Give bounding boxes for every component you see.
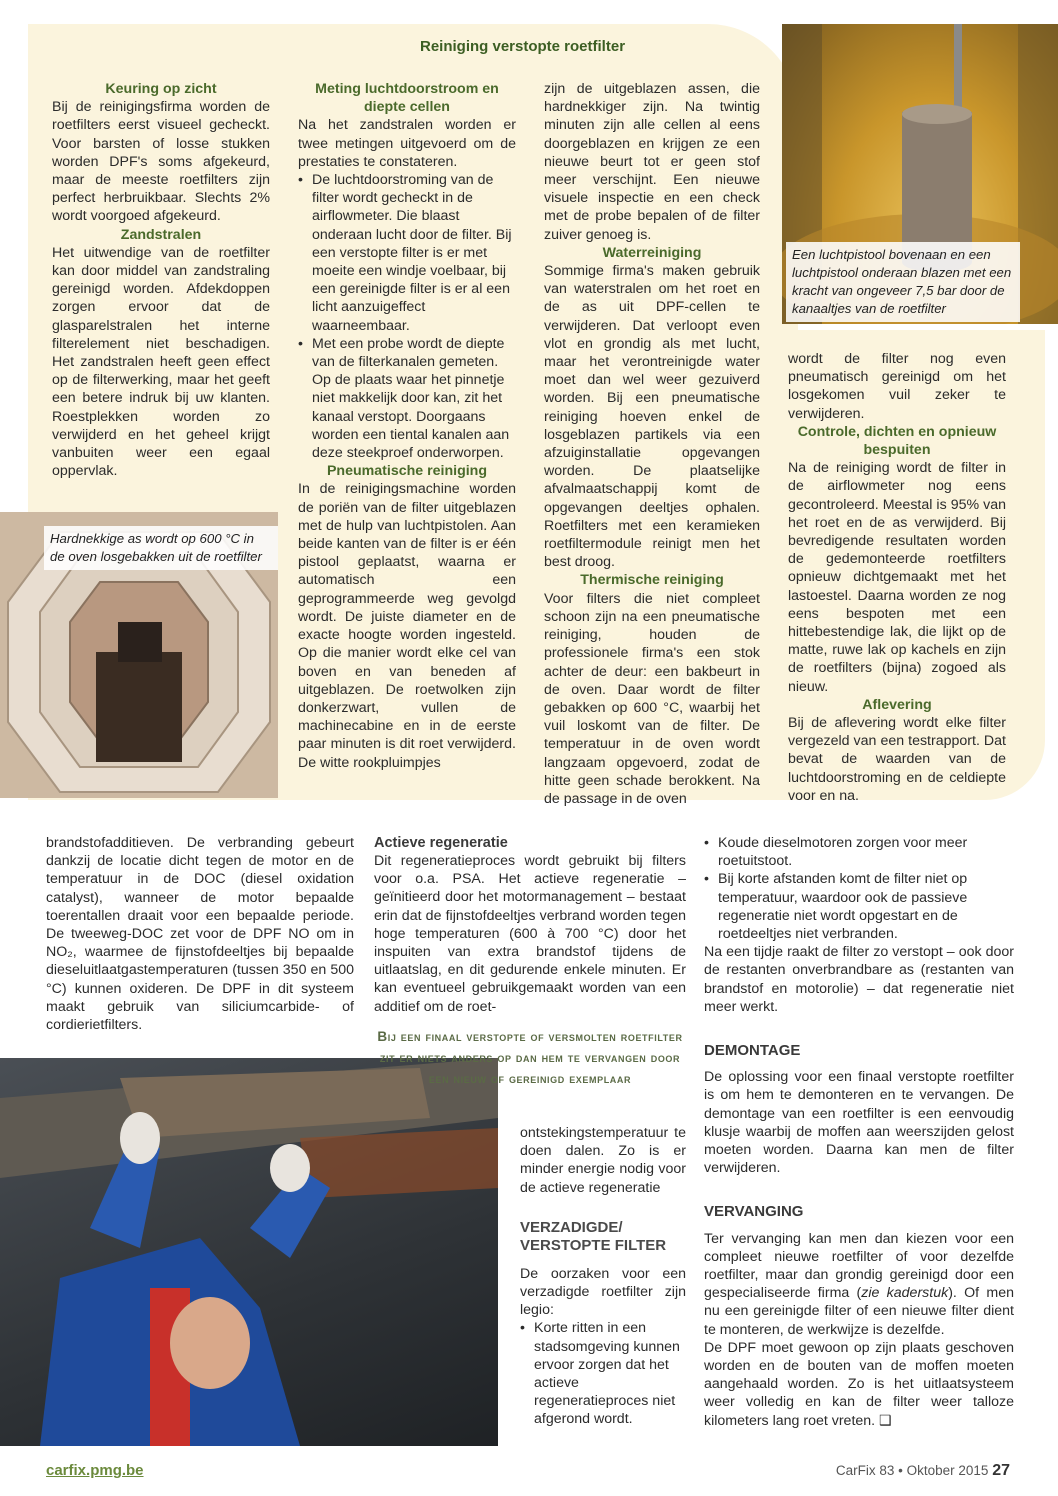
heading-aflevering: Aflevering <box>862 696 932 713</box>
paragraph: Na een tijdje raakt de filter zo verstopt – ook door de restanten onverbrandbare as (restanten van brandstof en motorolie) – dat regeneratie niet meer werkt. <box>704 944 1014 1015</box>
paragraph: Voor filters die niet compleet schoon zijn na een pneumatische reiniging, houden de professionele firma's een stok achter de deur: een bakbeurt in de oven. Daar wordt de filter gebakken op 600 °C, waarbij het vuil loskomt van de filter. De temperatuur in de oven wordt langzaam opgevoerd, zodat de hitte geen schade berokkent. Na de passage in de oven <box>544 590 760 807</box>
paragraph: ontstekingstemperatuur te doen dalen. Zo is er minder energie nodig voor de actieve regeneratie <box>520 1125 686 1196</box>
paragraph: wordt de filter nog even pneumatisch gereinigd om het losgekomen vuil zeker te verwijderen. <box>788 351 1006 422</box>
paragraph: De oplossing voor een finaal verstopte roetfilter is om hem te demonteren en te vervangen. De demontage van een roetfilter is een eenvoudig klusje waarbij de moffen aan weerszijden gelost moeten worden. Daarna kan men de filter verwijderen. <box>704 1069 1014 1177</box>
heading-thermische: Thermische reiniging <box>580 572 724 589</box>
paragraph: Na het zandstralen worden er twee metingen uitgevoerd om de prestaties te constateren. <box>298 117 516 170</box>
heading-pneumatische: Pneumatische reiniging <box>326 463 488 480</box>
pull-quote: Bij een finaal verstopte of versmolten roetfilter zit er niets anders op dan hem te vervangen door een nieuw of gereinigd exemplaar <box>377 1029 683 1086</box>
heading-vervanging: VERVANGING <box>704 1203 804 1221</box>
text-italic: zie kaderstuk <box>861 1285 949 1302</box>
photo-mechanic <box>0 1058 498 1446</box>
paragraph: zijn de uitgeblazen assen, die hardnekkiger zijn. Na twintig minuten zijn alle cellen al eens doorgeblazen en krijgen ze een nieuwe beurt tot er geen stof meer verschijnt. Een nieuwe visuele inspectie en een check met de probe bepalen of de filter zuiver genoeg is. <box>544 81 760 243</box>
caption-oven: Hardnekkige as wordt op 600 °C in de oven losgebakken uit de roetfilter <box>44 526 278 570</box>
bullet-list <box>520 1319 686 1428</box>
paragraph <box>704 1230 1014 1339</box>
paragraph: brandstofadditieven. De verbranding gebeurt dankzij de locatie dicht tegen de motor en de temperatuur in de DOC (diesel oxidation catalyst), wanneer de motor bepaalde toerentallen draait voor een bepaalde periode. De tweeweg-DOC zet voor de DPF NO om in NO₂, waarmee de fijnstofdeeltjes bij bepaalde dieseluitlaatgastemperaturen (tussen 350 en 500 °C) kunnen oxideren. De DPF in dit systeem maakt gebruik van siliciumcarbide- of cordierietfilters. <box>46 835 354 1034</box>
bullet-list <box>298 171 516 462</box>
text: ). Of men nu een gereinigde filter of een nieuwe filter dient te monteren, de werkwijze is dezelfde. <box>704 1285 1014 1338</box>
text: Ter vervanging kan men dan kiezen voor een compleet nieuwe roetfilter of voor dezelfde roetfilter, maar dan grondig gereinigd door een gespecialiseerde firma ( <box>704 1230 1014 1302</box>
footer-issue <box>836 1462 1010 1480</box>
paragraph: De oorzaken voor een verzadigde roetfilter zijn legio: <box>520 1265 686 1319</box>
heading-actieve-regeneratie: Actieve regeneratie <box>374 835 508 851</box>
paragraph: Het uitwendige van de roetfilter kan door middel van zandstraling gereinigd worden. Afdekdoppen zorgen ervoor dat de glasparelstralen het interne filterelement niet beschadigen. Het zandstralen heeft geen effect op de filterwerking, maar het geeft een betere indruk bij uw klanten. Roestplekken worden zo verwijderd en het geheel krijgt vanbuiten weer een egaal oppervlak. <box>52 244 270 480</box>
heading-controle: Controle, dichten en opnieuw bespuiten <box>797 423 997 459</box>
paragraph: Bij de aflevering wordt elke filter vergezeld van een testrapport. Dat bevat de waarden van de luchtdoorstroming en de celdiepte voor en na. <box>788 715 1006 804</box>
footer-website-link[interactable]: carfix.pmg.be <box>46 1462 144 1479</box>
box-column-1 <box>52 80 270 480</box>
heading-demontage: DEMONTAGE <box>704 1042 801 1060</box>
page-number: 27 <box>992 1462 1010 1479</box>
list-item: • Koude dieselmotoren zorgen voor meer roetuitstoot. <box>704 834 1014 870</box>
paragraph: In de reinigingsmachine worden de poriën van de filter uitgeblazen met de hulp van luchtpistolen. Aan beide kanten van de filter is er één pistool geplaatst, waarna er automatisch een geprogrammeerde weg gevolgd wordt. De juiste diameter en de exacte hoogte worden ingesteld. Op die manier wordt elke cel van boven en van beneden af uitgeblazen. De roetwolken zijn donkerzwart, vullen de machinecabine en in de eerste paar minuten is dit roet verwijderd. De witte rookpluimpjes <box>298 481 516 771</box>
heading-keuring: Keuring op zicht <box>105 81 217 97</box>
list-item: • De luchtdoorstroming van de filter wordt gecheckt in de airflowmeter. Die blaast onderaan lucht door de filter. Bij een verstopte filter is er met moeite een windje voelbaar, bij een gereinigde filter is er al een licht aanzuigeffect waarneembaar. <box>298 171 516 335</box>
heading-waterreiniging: Waterreiniging <box>602 244 702 261</box>
issue-text: CarFix 83 • Oktober 2015 <box>835 1463 989 1478</box>
list-item: • Korte ritten in een stadsomgeving kunnen ervoor zorgen dat het actieve regeneratieproces niet afgerond wordt. <box>520 1319 686 1428</box>
caption-air-pistol: Een luchtpistool bovenaan en een luchtpistool onderaan blazen met een kracht van ongeveer 7,5 bar door de kanaaltjes van de roetfilter <box>786 242 1020 322</box>
heading-zandstralen: Zandstralen <box>120 226 202 243</box>
box-column-3 <box>544 80 760 808</box>
box-title: Reiniging verstopte roetfilter <box>420 38 626 55</box>
article-column-middle <box>374 834 686 1016</box>
article-column-right <box>704 834 1014 1430</box>
paragraph: Bij de reinigingsfirma worden de roetfilters eerst visueel gecheckt. Voor barsten of losse stukken worden DPF's soms afgekeurd, maar de meeste roetfilters zijn perfect herbruikbaar. Slechts 2% wordt voorgoed afgekeurd. <box>52 99 270 225</box>
list-item: • Met een probe wordt de diepte van de filterkanalen gemeten. Op de plaats waar het pinnetje niet makkelijk door kan, zit het kanaal verstopt. Doorgaans worden een tiental kanalen aan deze steekproef onderworpen. <box>298 335 516 462</box>
heading-verzadigde-filter: VERZADIGDE/ VERSTOPTE FILTER <box>520 1218 667 1254</box>
bullet-list <box>704 834 1014 943</box>
box-column-4 <box>788 350 1006 805</box>
box-column-2 <box>298 80 516 772</box>
article-column-left <box>46 834 354 1034</box>
list-item: • Bij korte afstanden komt de filter niet op temperatuur, waardoor ook de passieve regeneratie niet wordt opgestart en de roetdeeltjes niet verbranden. <box>704 870 1014 943</box>
paragraph: De DPF moet gewoon op zijn plaats geschoven worden en de bouten van de moffen moeten aangehaald worden. Zo is het uitlaatsysteem weer volledig en kan de filter weer talloze kilometers lang roet vreten. ❑ <box>704 1339 1014 1429</box>
paragraph: Sommige firma's maken gebruik van waterstralen om het roet en de as uit DPF-cellen te verwijderen. Dat verloopt even vlot en grondig als met lucht, maar het verontreinigde water moet dan wel weer gezuiverd worden. Bij een pneumatische reiniging hoeven enkel de losgeblazen partikels via een afzuiginstallatie opgevangen worden. De plaatselijke afvalmaatschappij komt de opgevangen deeltjes ophalen. Roetfilters met een keramieken roetfiltermodule reinigt men het best droog. <box>544 263 760 571</box>
paragraph: Dit regeneratieproces wordt gebruikt bij filters voor o.a. PSA. Het actieve regeneratie – geïnitieerd door het motormanagement – bestaat erin dat de fijnstofdeeltjes verbrand worden tegen hoge temperaturen (600 à 700 °C) door het inspuiten van extra brandstof tijdens de uitlaatslag, en dit gedurende enkele minuten. Er kan eventueel gebruikgemaakt worden van een additief om de roet- <box>374 853 686 1015</box>
paragraph: Na de reiniging wordt de filter in de airflowmeter nog eens gecontroleerd. Meestal is 95% van het roet en de as verwijderd. Bij bevredigende resultaten worden de gedemonteerde roetfilters opnieuw dichtgemaakt met het lastoestel. Daarna worden ze nog eens bespoten met een hittebestendige lak, die lijkt op de matte, ruwe lak op kachels en zijn de roetfilters (bijna) zogoed als nieuw. <box>788 460 1006 695</box>
heading-meting: Meting luchtdoorstroom en diepte cellen <box>315 81 499 116</box>
article-column-middle-lower <box>520 1124 686 1429</box>
